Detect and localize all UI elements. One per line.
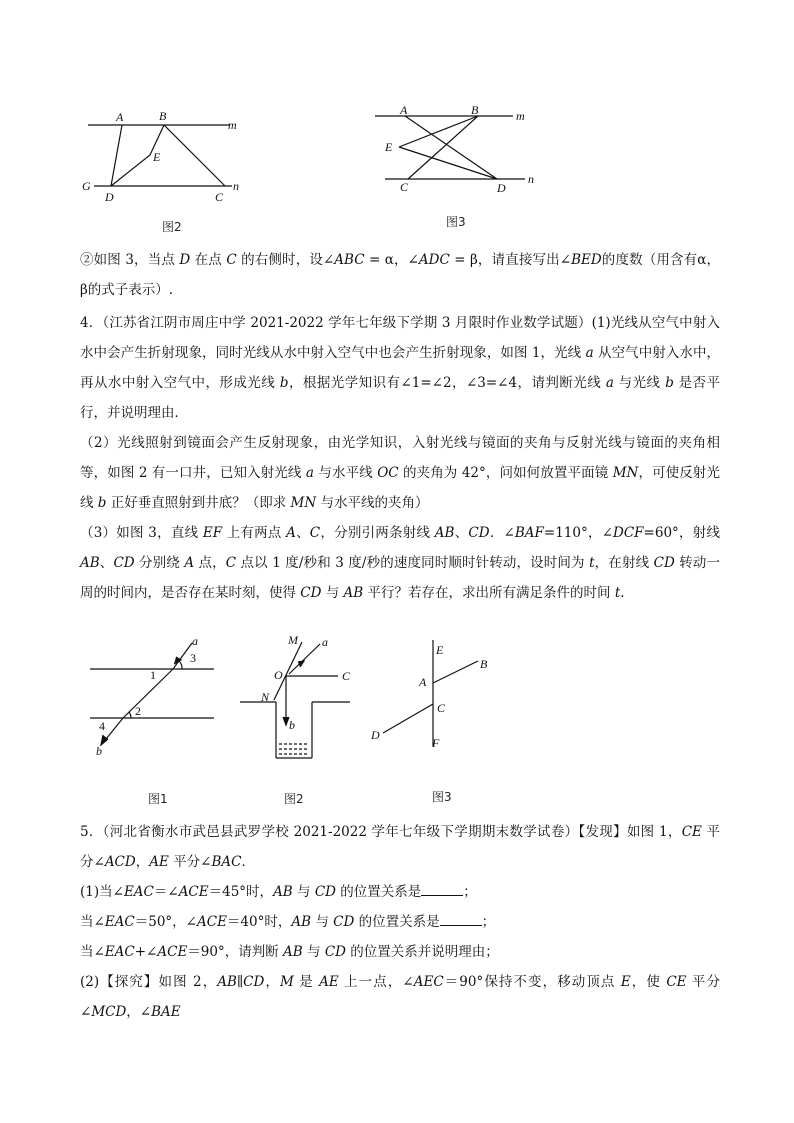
ray-AB	[433, 661, 478, 683]
q4-figure-2-svg	[238, 630, 368, 770]
answer-blank-2[interactable]	[440, 911, 482, 926]
label-4: 4	[99, 719, 105, 733]
ray-CD	[383, 704, 433, 733]
label-2: 2	[135, 704, 141, 718]
label-A: A	[400, 103, 408, 117]
label-1: 1	[150, 668, 156, 682]
q4-part1: 4．（江苏省江阴市周庄中学 2021-2022 学年七年级下学期 3 月限时作业数学试题）(1)光线从空气中射入水中会产生折射现象，同时光线从水中射入空气中也会产生折射现象，如图 1，光线 a 从空气中射入水中，再从水中射入空气中，形成光线 b，根据光学知识有∠1=∠2，∠3=∠4，请判断光线 a 与光线 b 是否平行，并说明理由．	[80, 315, 721, 421]
figure-3-top-svg	[375, 100, 555, 210]
label-E: E	[436, 643, 444, 657]
figure-2-top-svg	[80, 105, 260, 235]
label-D: D	[371, 728, 380, 742]
q5-line-4: (2)【探究】如图 2，AB∥CD，M 是 AE 上一点，∠AEC＝90°保持不变，移动顶点 E，使 CE 平分∠MCD，∠BAE	[80, 974, 720, 1020]
label-n: n	[528, 172, 534, 186]
label-M: M	[288, 633, 298, 647]
label-C: C	[215, 190, 224, 204]
label-a: a	[322, 635, 328, 649]
figure-3-top	[375, 100, 555, 210]
q5-line-3: 当∠EAC+∠ACE＝90°，请判断 AB 与 CD 的位置关系并说明理由；	[80, 944, 499, 960]
question-4	[80, 308, 720, 608]
label-E: E	[385, 140, 393, 154]
q4-figure-1-svg	[88, 632, 228, 767]
q5-line-2: 当∠EAC＝50°，∠ACE＝40°时，AB 与 CD 的位置关系是 ；	[80, 907, 720, 937]
label-D: D	[105, 190, 114, 204]
incident-arrowhead	[298, 661, 304, 667]
q4-figure-3-svg	[366, 638, 506, 758]
q4-figure-3-caption: 图3	[432, 790, 452, 804]
label-3: 3	[190, 651, 196, 665]
q4-figure-2	[238, 630, 368, 770]
label-D: D	[497, 181, 506, 195]
label-b: b	[96, 744, 102, 758]
q4-figure-2-caption: 图2	[284, 792, 304, 806]
label-m: m	[516, 109, 525, 123]
label-B: B	[159, 109, 167, 123]
label-F: F	[432, 736, 440, 750]
figure-3-top-caption: 图3	[446, 215, 466, 229]
q4-figure-1-caption: 图1	[148, 792, 168, 806]
label-O: O	[274, 668, 283, 682]
label-b: b	[289, 718, 295, 732]
q4-figure-3	[366, 638, 506, 758]
q4-figure-1	[88, 632, 228, 767]
label-n: n	[233, 179, 239, 193]
refracted-ray	[123, 669, 173, 718]
label-B: B	[471, 103, 479, 117]
q4-part3: （3）如图 3，直线 EF 上有两点 A、C，分别引两条射线 AB、CD．∠BAF=110°，∠DCF=60°，射线 AB、CD 分别绕 A 点，C 点以 1 度/秒和 3 度/秒的速度同时顺时针转动，设时间为 t，在射线 CD 转动一周的时间内，是否存在某时刻，使得 CD 与 AB 平行？若存在，求出所有满足条件的时间 t.	[80, 525, 720, 601]
q3-part2-text: ②如图 3，当点 D 在点 C 的右侧时，设∠ABC = α，∠ADC = β，请直接写出∠BED的度数（用含有α，β的式子表示）.	[80, 252, 721, 298]
label-C: C	[400, 180, 409, 194]
label-B: B	[480, 657, 488, 671]
q4-part2: （2）光线照射到镜面会产生反射现象，由光学知识，入射光线与镜面的夹角与反射光线与镜面的夹角相等，如图 2 有一口井，已知入射光线 a 与水平线 OC 的夹角为 42°，问如何放置平面镜 MN，可使反射光线 b 正好垂直照射到井底？（即求 MN 与水平线的夹角）	[80, 435, 720, 511]
label-C: C	[342, 669, 351, 683]
q5-intro: 5．（河北省衡水市武邑县武罗学校 2021-2022 学年七年级下学期期末数学试卷）【发现】如图 1，CE 平分∠ACD，AE 平分∠BAC．	[80, 824, 720, 870]
figure-2-top	[80, 105, 260, 235]
label-C: C	[437, 701, 446, 715]
segment-BC	[164, 125, 225, 186]
segment-AD	[111, 125, 122, 186]
answer-blank-1[interactable]	[421, 881, 463, 896]
label-G: G	[82, 179, 91, 193]
angle-2-arc	[129, 712, 131, 718]
label-E: E	[153, 150, 161, 164]
question-5	[80, 817, 720, 1027]
label-A: A	[419, 675, 427, 689]
label-m: m	[228, 118, 237, 132]
label-A: A	[116, 110, 124, 124]
figure-2-top-caption: 图2	[162, 220, 182, 234]
ray-b-arrowhead	[101, 735, 108, 745]
angle-3-arc	[179, 661, 182, 669]
label-a: a	[192, 634, 198, 648]
label-N: N	[261, 690, 270, 704]
q5-line-1: (1)当∠EAC＝∠ACE＝45°时，AB 与 CD 的位置关系是 ；	[80, 877, 720, 907]
question-3-part-2	[80, 245, 720, 305]
